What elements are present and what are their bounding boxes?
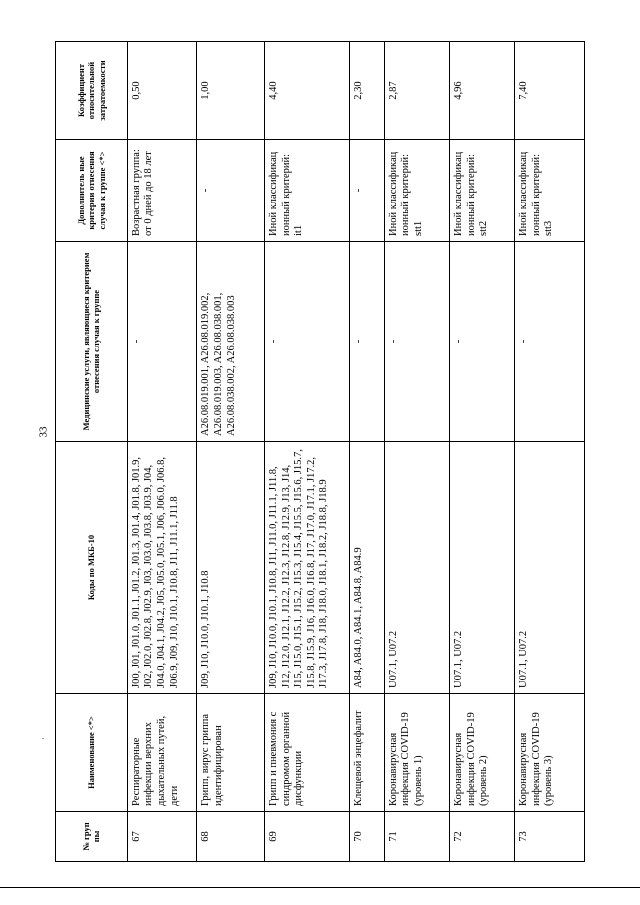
row-coef: 4,96 <box>449 42 514 140</box>
row-services: - <box>127 242 197 442</box>
row-number: 67 <box>127 812 197 862</box>
row-codes: U07.1, U07.2 <box>384 442 449 694</box>
row-number: 69 <box>264 812 349 862</box>
row-coef: 2,87 <box>384 42 449 140</box>
row-coef: 7,40 <box>515 42 585 140</box>
header-medical-services: Медицинские услуги, являющиеся критерием отнесения случая к группе <box>56 242 128 442</box>
table-row <box>264 42 349 862</box>
row-coef: 1,00 <box>197 42 264 140</box>
row-name: Коронавирусная инфекция COVID-19 (уровень 3) <box>515 694 585 812</box>
row-extra: Иной классификац ионный критерий: stt2 <box>449 140 514 242</box>
table-row <box>127 42 197 862</box>
row-name: Коронавирусная инфекция COVID-19 (уровень 2) <box>449 694 514 812</box>
header-extra-criteria: Дополнитель ные критерии отнесения случая к группе <*> <box>56 140 128 242</box>
row-services: - <box>515 242 585 442</box>
row-services: A26.08.019.001, A26.08.019.002, A26.08.019.003, A26.08.038.001, A26.08.038.002, A26.08.038.003 <box>197 242 264 442</box>
header-group-number: № груп пы <box>56 812 128 862</box>
rotated-table-container <box>55 42 585 862</box>
row-name: Клещевой энцефалит <box>349 694 384 812</box>
row-extra: - <box>349 140 384 242</box>
row-codes: J00, J01, J01.0, J01.1, J01.2, J01.3, J01.4, J01.8, J01.9, J02, J02.0, J02.8, J02.9, J03, J03.0, J03.8, J03.9, J04, J04.0, J04.1, J04.2, J05, J05.0, J05.1, J06, J06.0, J06.8, J06.9, J09, J10, J10.1, J10.8, J11, J11.1, J11.8 <box>127 442 197 694</box>
row-number: 71 <box>384 812 449 862</box>
row-number: 72 <box>449 812 514 862</box>
row-name: Грипп и пневмония с синдромом органной дисфункции <box>264 694 349 812</box>
header-name: Наименование <*> <box>56 694 128 812</box>
row-services: - <box>264 242 349 442</box>
row-codes: U07.1, U07.2 <box>449 442 514 694</box>
table-row <box>515 42 585 862</box>
row-coef: 4,40 <box>264 42 349 140</box>
row-codes: U07.1, U07.2 <box>515 442 585 694</box>
row-extra: - <box>197 140 264 242</box>
row-services: - <box>349 242 384 442</box>
table-row <box>349 42 384 862</box>
scan-mark: . <box>42 732 44 741</box>
row-coef: 2,30 <box>349 42 384 140</box>
row-extra: Иной классификац ионный критерий: it1 <box>264 140 349 242</box>
table-row <box>449 42 514 862</box>
table-header-row <box>56 42 128 862</box>
row-name: Грипп, вирус гриппа идентифицирован <box>197 694 264 812</box>
row-extra: Иной классификац ионный критерий: stt3 <box>515 140 585 242</box>
bottom-border-line <box>0 887 640 888</box>
table-row <box>384 42 449 862</box>
row-coef: 0,50 <box>127 42 197 140</box>
row-services: - <box>449 242 514 442</box>
table-row <box>197 42 264 862</box>
header-coefficient: Коэффициент относительной затратоемкости <box>56 42 128 140</box>
row-number: 70 <box>349 812 384 862</box>
row-name: Респираторные инфекции верхних дыхательных путей, дети <box>127 694 197 812</box>
row-services: - <box>384 242 449 442</box>
row-number: 73 <box>515 812 585 862</box>
row-extra: Иной классификац ионный критерий: stt1 <box>384 140 449 242</box>
row-codes: J09, J10, J10.0, J10.1, J10.8 <box>197 442 264 694</box>
row-number: 68 <box>197 812 264 862</box>
page-number: 33 <box>37 426 50 438</box>
row-codes: A84, A84.0, A84.1, A84.8, A84.9 <box>349 442 384 694</box>
row-extra: Возрастная группа: от 0 дней до 18 лет <box>127 140 197 242</box>
ksg-table <box>55 41 585 862</box>
row-name: Коронавирусная инфекция COVID-19 (уровень 1) <box>384 694 449 812</box>
header-icd-codes: Коды по МКБ-10 <box>56 442 128 694</box>
row-codes: J09, J10, J10.0, J10.1, J10.8, J11, J11.0, J11.1, J11.8, J12, J12.0, J12.1, J12.2, J12.3, J12.8, J12.9, J13, J14, J15, J15.0, J15.1, J15.2, J15.3, J15.4, J15.5, J15.6, J15.7, J15.8, J15.9, J16, J16.0, J16.8, J17, J17.0, J17.1, J17.2, J17.3, J17.8, J18, J18.0, J18.1, J18.2, J18.8, J18.9 <box>264 442 349 694</box>
